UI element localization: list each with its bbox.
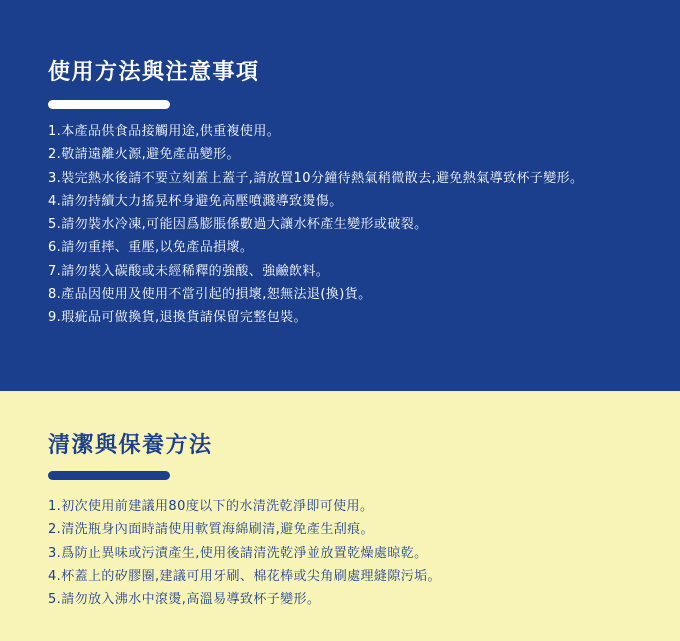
care-instructions-section (0, 391, 680, 641)
care-instruction-item: 3.爲防止異味或污漬產生,使用後請清洗乾淨並放置乾燥處晾乾。 (48, 545, 428, 561)
usage-title-underline (48, 100, 170, 109)
usage-note-item: 4.請勿持續大力搖晃杯身避免高壓噴濺導致燙傷。 (48, 193, 343, 209)
care-instructions-list (48, 495, 441, 611)
care-title-underline (48, 471, 170, 480)
care-instruction-item: 5.請勿放入沸水中滾燙,高溫易導致杯子變形。 (48, 592, 321, 608)
care-instruction-item: 2.清洗瓶身內面時請使用軟質海綿刷清,避免產生刮痕。 (48, 522, 374, 538)
usage-section-title: 使用方法與注意事項 (48, 60, 260, 85)
usage-note-item: 9.瑕疵品可做換貨,退換貨請保留完整包裝。 (48, 310, 307, 326)
usage-note-item: 5.請勿裝水冷凍,可能因爲膨脹係數過大讓水杯產生變形或破裂。 (48, 217, 428, 233)
usage-note-item: 6.請勿重摔、重壓,以免產品損壞。 (48, 240, 254, 256)
usage-note-item: 8.產品因使用及使用不當引起的損壞,恕無法退(換)貨。 (48, 287, 372, 303)
usage-note-item: 1.本產品供食品接觸用途,供重複使用。 (48, 124, 281, 139)
care-section-title: 清潔與保養方法 (48, 433, 213, 458)
usage-note-item: 3.裝完熱水後請不要立刻蓋上蓋子,請放置10分鐘待熱氣稍微散去,避免熱氣導致杯子變形。 (48, 170, 584, 186)
usage-notes-list (48, 120, 583, 330)
usage-note-item: 7.請勿裝入碳酸或未經稀釋的強酸、強鹼飲料。 (48, 263, 330, 279)
care-instruction-item: 1.初次使用前建議用80度以下的水清洗乾淨即可使用。 (48, 499, 374, 514)
care-instruction-item: 4.杯蓋上的矽膠圈,建議可用牙刷、棉花棒或尖角刷處理縫隙污垢。 (48, 568, 441, 584)
usage-note-item: 2.敬請遠離火源,避免產品變形。 (48, 147, 240, 163)
